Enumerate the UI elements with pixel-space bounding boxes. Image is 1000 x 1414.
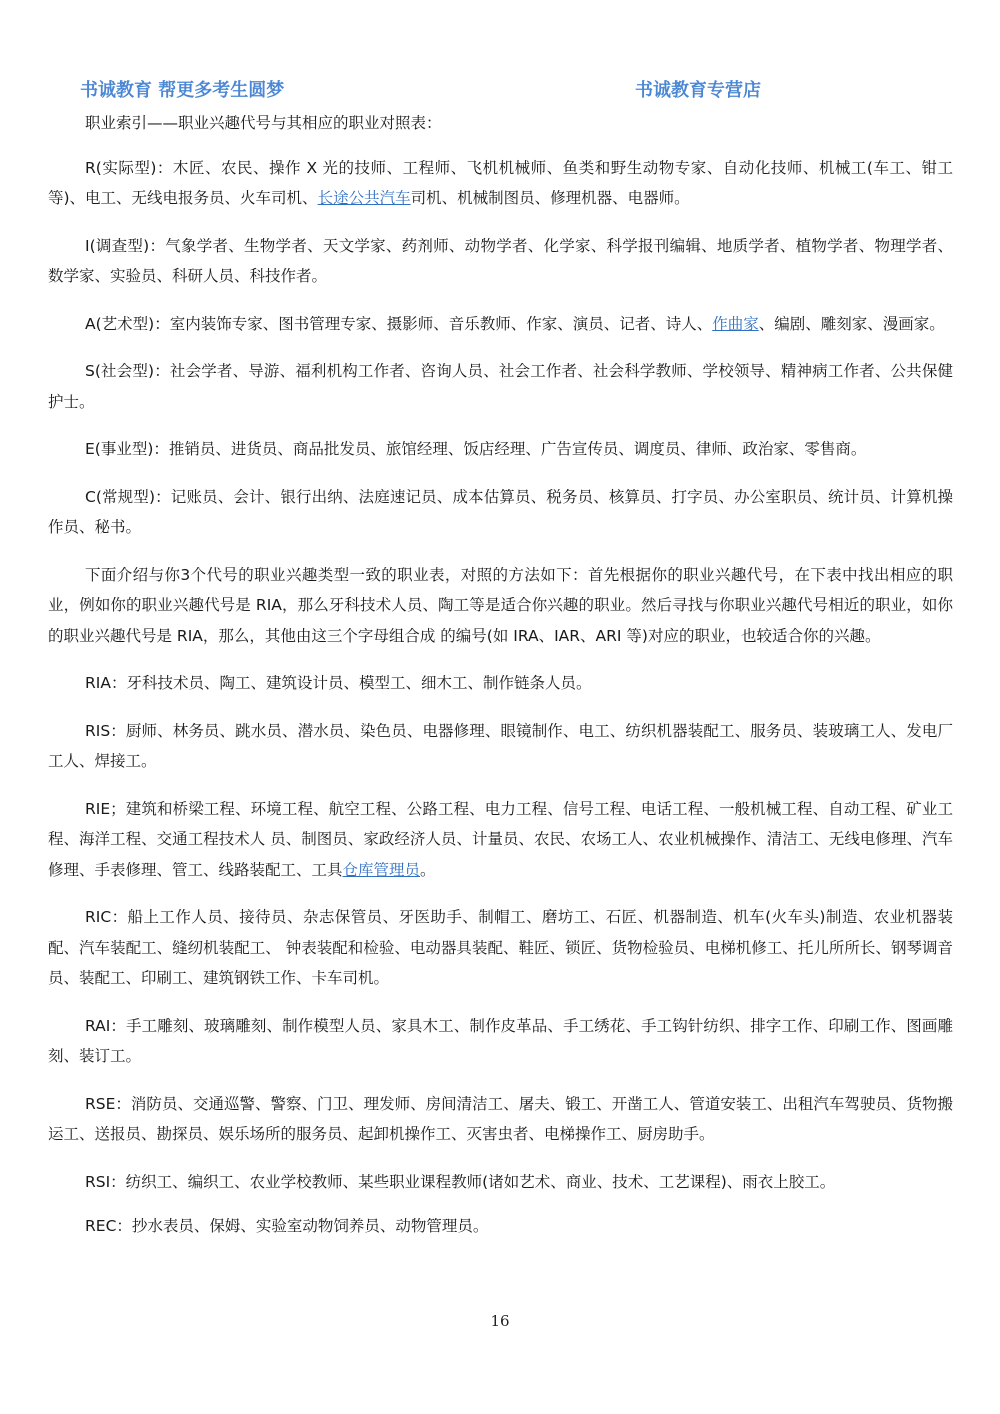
page-number: 16 [490, 1312, 510, 1330]
type-e-paragraph: E(事业型)：推销员、进货员、商品批发员、旅馆经理、饭店经理、广告宣传员、调度员、律师、政治家、零售商。 [85, 440, 867, 458]
code-rse-paragraph: RSE：消防员、交通巡警、警察、门卫、理发师、房间清洁工、屠夫、锻工、开凿工人、管道安装工、出租汽车驾驶员、货物搬运工、送报员、勘探员、娱乐场所的服务员、起卸机操作工、灭害虫者、电梯操作工、厨房助手。 [48, 1094, 953, 1143]
type-i-paragraph: I(调查型)：气象学者、生物学者、天文学家、药剂师、动物学者、化学家、科学报刊编辑、地质学者、植物学者、物理学者、数学家、实验员、科研人员、科技作者。 [48, 236, 953, 285]
code-rie-tail: 。 [420, 860, 436, 879]
code-rai-paragraph: RAI：手工雕刻、玻璃雕刻、制作模型人员、家具木工、制作皮革品、手工绣花、手工钩针纺织、排字工作、印刷工作、图画雕刻、装订工。 [48, 1016, 953, 1065]
code-rie-text: RIE；建筑和桥梁工程、环境工程、航空工程、公路工程、电力工程、信号工程、电话工程、一般机械工程、自动工程、矿业工程、海洋工程、交通工程技术人 员、制图员、家政经济人员、计量员、农民、农场工人、农业机械操作、清洁工、无线电修理、汽车修理、手表修理、管工、线路装配工、工具 [48, 799, 953, 879]
code-ris-paragraph: RIS：厨师、林务员、跳水员、潜水员、染色员、电器修理、眼镜制作、电工、纺织机器装配工、服务员、装玻璃工人、发电厂工人、焊接工。 [48, 721, 953, 770]
type-c-paragraph: C(常规型)：记账员、会计、银行出纳、法庭速记员、成本估算员、税务员、核算员、打字员、办公室职员、统计员、计算机操作员、秘书。 [48, 487, 953, 536]
type-r-tail: 司机、机械制图员、修理机器、电器师。 [410, 189, 690, 207]
code-ric-paragraph: RIC：船上工作人员、接待员、杂志保管员、牙医助手、制帽工、磨坊工、石匠、机器制造、机车(火车头)制造、农业机器装配、汽车装配工、缝纫机装配工、 钟表装配和检验、电动器具装配、鞋匠、锁匠、货物检验员、电梯机修工、托儿所所长、钢琴调音员、装配工、印刷工、建筑钢铁工作、卡车司机。 [48, 908, 953, 987]
header-slogan: 书诚教育 帮更多考生圆梦 [80, 80, 285, 101]
bus-link[interactable]: 长途公共汽车 [317, 189, 411, 207]
document-body [48, 108, 953, 1256]
type-a-text: A(艺术型)：室内装饰专家、图书管理专家、摄影师、音乐教师、作家、演员、记者、诗人、 [85, 314, 713, 333]
index-intro: 职业索引——职业兴趣代号与其相应的职业对照表： [85, 114, 442, 132]
code-rec-paragraph: REC：抄水表员、保姆、实验室动物饲养员、动物管理员。 [85, 1217, 489, 1235]
code-rie-paragraph [48, 794, 953, 886]
type-a-tail: 、编剧、雕刻家、漫画家。 [758, 314, 945, 333]
type-s-paragraph: S(社会型)：社会学者、导游、福利机构工作者、咨询人员、社会工作者、社会科学教师、学校领导、精神病工作者、公共保健护士。 [48, 362, 953, 411]
page-header [80, 76, 780, 102]
type-r-paragraph [48, 153, 953, 214]
explanation-paragraph: 下面介绍与你3个代号的职业兴趣类型一致的职业表，对照的方法如下：首先根据你的职业兴趣代号，在下表中找出相应的职业，例如你的职业兴趣代号是 RIA，那么牙科技术人员、陶工等是适合你兴趣的职业。然后寻找与你职业兴趣代号相近的职业，如你的职业兴趣代号是 RIA，那么，其他由这三个字母组合成 的编号(如 IRA、IAR、ARI 等)对应的职业，也较适合你的兴趣。 [48, 565, 953, 645]
code-rsi-paragraph: RSI：纺织工、编织工、农业学校教师、某些职业课程教师(诸如艺术、商业、技术、工艺课程)、雨衣上胶工。 [85, 1172, 836, 1191]
type-a-paragraph [48, 309, 953, 340]
type-r-text: R(实际型)：木匠、农民、操作 X 光的技师、工程师、飞机机械师、鱼类和野生动物专家、自动化技师、机械工(车工、钳工等)、电工、无线电报务员、火车司机、 [48, 158, 953, 207]
code-ria-paragraph: RIA：牙科技术员、陶工、建筑设计员、模型工、细木工、制作链条人员。 [85, 674, 592, 692]
composer-link[interactable]: 作曲家 [712, 314, 759, 333]
header-store-name: 书诚教育专营店 [635, 80, 761, 101]
warehouse-manager-link[interactable]: 仓库管理员 [342, 860, 421, 879]
